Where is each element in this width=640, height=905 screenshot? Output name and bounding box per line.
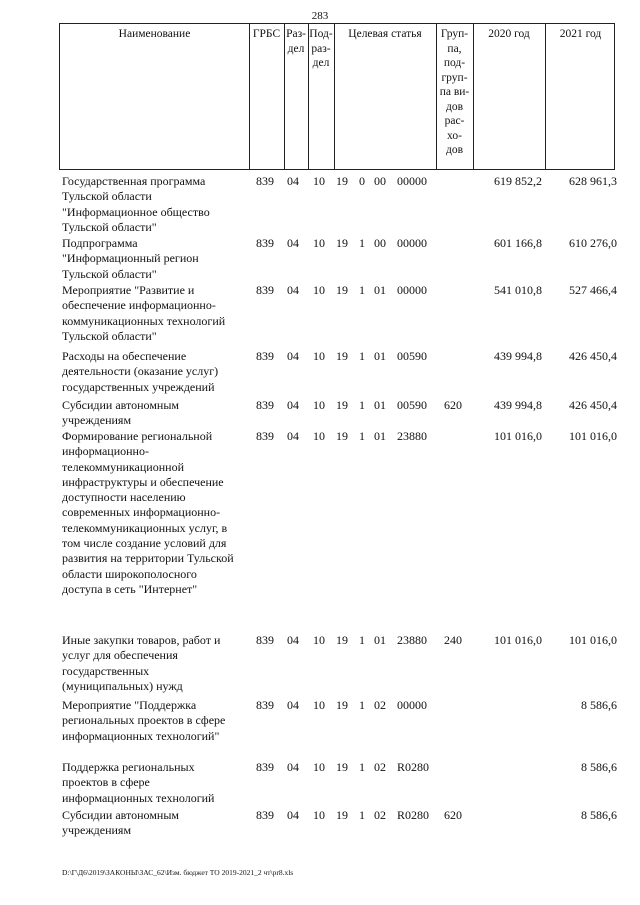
- cell-t4: R0280: [397, 760, 430, 774]
- cell-t4: 00000: [397, 698, 427, 712]
- table-header: [59, 23, 615, 170]
- cell-pr: 10: [313, 174, 325, 188]
- cell-t1: 19: [336, 283, 348, 297]
- cell-t2: 1: [359, 349, 365, 363]
- cell-t1: 19: [336, 633, 348, 647]
- cell-v2020: 101 016,0: [494, 429, 542, 443]
- cell-t1: 19: [336, 174, 348, 188]
- cell-v2021: 527 466,4: [569, 283, 617, 297]
- row-name: Поддержка региональных проектов в сфере информационных технологий: [62, 760, 215, 805]
- page-number: 283: [311, 10, 329, 22]
- header-name: Наименование: [118, 28, 191, 40]
- cell-t4: 23880: [397, 429, 427, 443]
- cell-grbs: 839: [256, 808, 274, 822]
- cell-pr: 10: [313, 698, 325, 712]
- cell-rz: 04: [287, 429, 299, 443]
- row-name: Подпрограмма "Информационный регион Тульской области": [62, 236, 199, 281]
- cell-v2020: 101 016,0: [494, 633, 542, 647]
- cell-pr: 10: [313, 760, 325, 774]
- cell-t3: 01: [374, 398, 386, 412]
- cell-v2021: 101 016,0: [569, 633, 617, 647]
- row-name: Формирование региональной информационно- телекоммуникационной инфраструктуры и обеспечение доступности населению современных информационно- телекоммуникационных услуг, в том числе создание условий для развития на территории Тульской области широкополосного доступа в сеть "Интернет": [62, 429, 234, 596]
- cell-t4: 00590: [397, 398, 427, 412]
- cell-v2020: 619 852,2: [494, 174, 542, 188]
- cell-pr: 10: [313, 349, 325, 363]
- cell-v2021: 426 450,4: [569, 349, 617, 363]
- cell-grbs: 839: [256, 174, 274, 188]
- cell-v2021: 8 586,6: [581, 760, 617, 774]
- row-name: Расходы на обеспечение деятельности (оказание услуг) государственных учреждений: [62, 349, 219, 394]
- cell-rz: 04: [287, 633, 299, 647]
- cell-t2: 1: [359, 698, 365, 712]
- cell-t3: 02: [374, 760, 386, 774]
- cell-t3: 02: [374, 808, 386, 822]
- row-name: Мероприятие "Поддержка региональных проектов в сфере информационных технологий": [62, 698, 226, 743]
- cell-grbs: 839: [256, 760, 274, 774]
- header-podrazdel: Под- раз- дел: [309, 28, 333, 69]
- cell-t1: 19: [336, 236, 348, 250]
- cell-t1: 19: [336, 349, 348, 363]
- cell-t2: 1: [359, 808, 365, 822]
- row-name: Мероприятие "Развитие и обеспечение информационно- коммуникационных технологий Тульской области": [62, 283, 226, 343]
- cell-t4: 00590: [397, 349, 427, 363]
- cell-v2021: 8 586,6: [581, 698, 617, 712]
- row-name: Субсидии автономным учреждениям: [62, 398, 179, 428]
- cell-t2: 1: [359, 398, 365, 412]
- cell-t3: 02: [374, 698, 386, 712]
- cell-vr: 240: [444, 633, 462, 647]
- cell-t1: 19: [336, 398, 348, 412]
- cell-v2020: 439 994,8: [494, 349, 542, 363]
- cell-v2020: 541 010,8: [494, 283, 542, 297]
- header-group: Груп- па, под- груп- па ви- дов рас- хо- дов: [439, 28, 470, 156]
- cell-pr: 10: [313, 236, 325, 250]
- cell-grbs: 839: [256, 283, 274, 297]
- header-2021: 2021 год: [559, 28, 602, 40]
- cell-grbs: 839: [256, 236, 274, 250]
- file-path-footer: D:\Г\Д6\2019\ЗАКОНЫ\ЗАС_62\Изм. бюджет ТО 2019-2021_2 чт\pr8.xls: [62, 868, 294, 877]
- cell-t1: 19: [336, 760, 348, 774]
- cell-v2020: 601 166,8: [494, 236, 542, 250]
- cell-v2021: 426 450,4: [569, 398, 617, 412]
- cell-t3: 01: [374, 283, 386, 297]
- cell-rz: 04: [287, 349, 299, 363]
- cell-grbs: 839: [256, 429, 274, 443]
- row-name: Государственная программа Тульской области "Информационное общество Тульской области": [62, 174, 210, 234]
- cell-t4: R0280: [397, 808, 430, 822]
- cell-pr: 10: [313, 429, 325, 443]
- cell-v2021: 628 961,3: [569, 174, 617, 188]
- row-name: Иные закупки товаров, работ и услуг для обеспечения государственных (муниципальных) нужд: [62, 633, 221, 693]
- cell-rz: 04: [287, 283, 299, 297]
- cell-rz: 04: [287, 760, 299, 774]
- cell-t4: 00000: [397, 174, 427, 188]
- cell-grbs: 839: [256, 349, 274, 363]
- cell-t2: 0: [359, 174, 365, 188]
- cell-t1: 19: [336, 429, 348, 443]
- cell-pr: 10: [313, 633, 325, 647]
- cell-t1: 19: [336, 698, 348, 712]
- header-2020: 2020 год: [488, 28, 530, 40]
- cell-grbs: 839: [256, 633, 274, 647]
- header-razdel: Раз- дел: [286, 28, 306, 55]
- cell-t4: 23880: [397, 633, 427, 647]
- cell-t4: 00000: [397, 236, 427, 250]
- cell-rz: 04: [287, 698, 299, 712]
- cell-t2: 1: [359, 236, 365, 250]
- cell-rz: 04: [287, 808, 299, 822]
- cell-grbs: 839: [256, 398, 274, 412]
- cell-grbs: 839: [256, 698, 274, 712]
- cell-t2: 1: [359, 760, 365, 774]
- cell-t3: 01: [374, 429, 386, 443]
- cell-rz: 04: [287, 174, 299, 188]
- cell-t4: 00000: [397, 283, 427, 297]
- cell-rz: 04: [287, 398, 299, 412]
- cell-t1: 19: [336, 808, 348, 822]
- cell-t3: 01: [374, 349, 386, 363]
- cell-v2020: 439 994,8: [494, 398, 542, 412]
- header-target: Целевая статья: [348, 28, 422, 40]
- cell-rz: 04: [287, 236, 299, 250]
- header-grbs: ГРБС: [252, 28, 281, 40]
- cell-pr: 10: [313, 398, 325, 412]
- cell-t3: 00: [374, 174, 386, 188]
- row-name: Субсидии автономным учреждениям: [62, 808, 179, 838]
- cell-vr: 620: [444, 808, 462, 822]
- cell-pr: 10: [313, 808, 325, 822]
- cell-vr: 620: [444, 398, 462, 412]
- cell-t3: 00: [374, 236, 386, 250]
- cell-v2021: 610 276,0: [569, 236, 617, 250]
- cell-t2: 1: [359, 429, 365, 443]
- cell-t3: 01: [374, 633, 386, 647]
- cell-pr: 10: [313, 283, 325, 297]
- cell-v2021: 8 586,6: [581, 808, 617, 822]
- cell-t2: 1: [359, 633, 365, 647]
- cell-t2: 1: [359, 283, 365, 297]
- cell-v2021: 101 016,0: [569, 429, 617, 443]
